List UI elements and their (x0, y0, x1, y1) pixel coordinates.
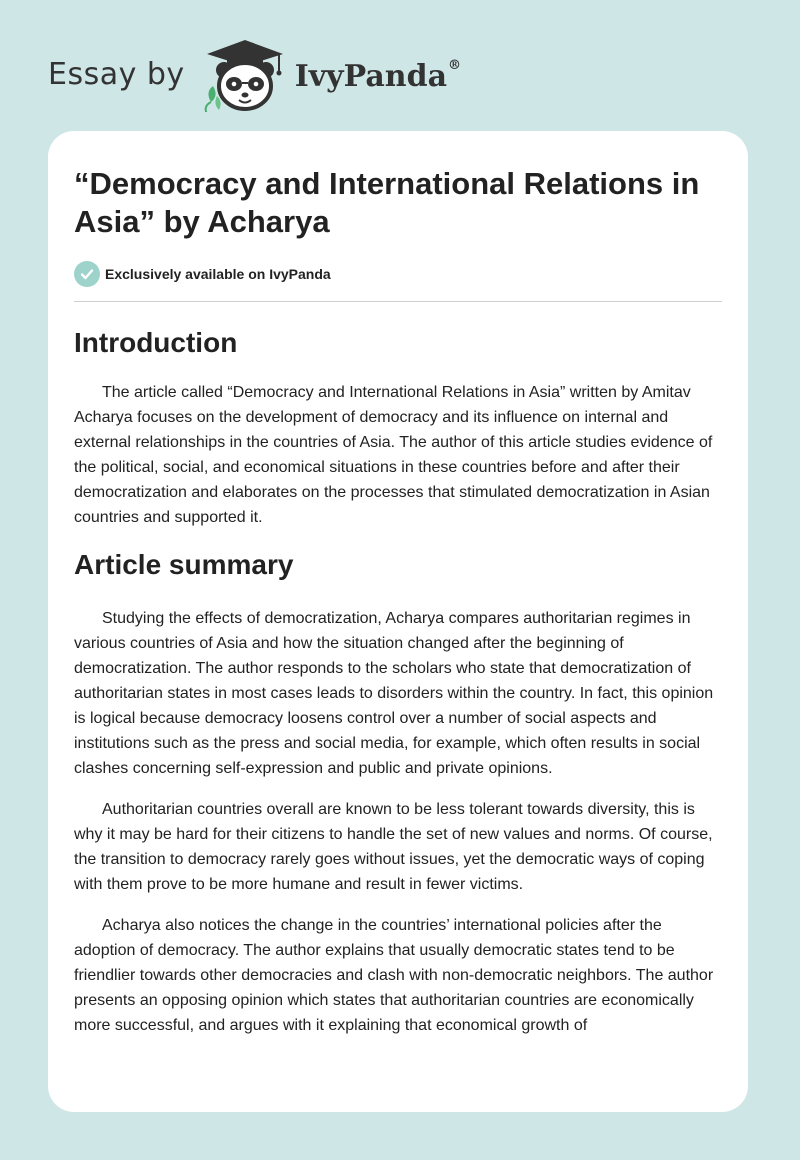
page-title: “Democracy and International Relations in Asia” by Acharya (74, 166, 700, 239)
panda-logo-icon (199, 36, 291, 112)
divider (74, 301, 722, 302)
paragraph: Authoritarian countries overall are known to be less tolerant towards diversity, this is why it may be hard for their citizens to handle the set of new values and norms. Of course, the transition to democracy rarely goes without issues, yet the democratic ways of coping with them prove to be more humane and result in fewer victims. (74, 801, 713, 893)
badge-text: Exclusively available on IvyPanda (105, 266, 331, 282)
paragraph: Studying the effects of democratization, Acharya compares authoritarian regimes in various countries of Asia and how the situation changed after the beginning of democratization. The author responds to the scholars who state that democratization of authoritarian states in most cases leads to disorders within the country. In fact, this opinion is logical because democracy loosens control over a number of social aspects and institutions such as the press and social media, for example, which often results in social clashes concerning self-expression and public and private opinions. (74, 610, 714, 777)
essay-by-label: Essay by (48, 56, 185, 92)
registered-mark: ® (448, 57, 462, 73)
site-header (48, 34, 461, 114)
paragraph: Acharya also notices the change in the countries’ international policies after the adoption of democracy. The author explains that usually democratic states tend to be friendlier towards other democracies and clash with non-democratic neighbors. The author presents an opposing opinion which states that authoritarian countries are economically more successful, and argues with it explaining that economical growth of (74, 917, 714, 1034)
check-icon (74, 261, 100, 287)
brand-name[interactable]: IvyPanda® (294, 57, 462, 94)
essay-card (48, 131, 748, 1112)
paragraph: The article called “Democracy and International Relations in Asia” written by Amitav Acharya focuses on the development of democracy and its influence on internal and external relationships in the countries of Asia. The author of this article studies evidence of the political, social, and economical situations in these countries before and after their democratization and elaborates on the processes that stimulated democratization in Asian countries and supported it. (74, 384, 713, 526)
section-heading-introduction: Introduction (74, 327, 238, 358)
section-heading-summary: Article summary (74, 549, 294, 580)
exclusive-badge (74, 261, 722, 287)
